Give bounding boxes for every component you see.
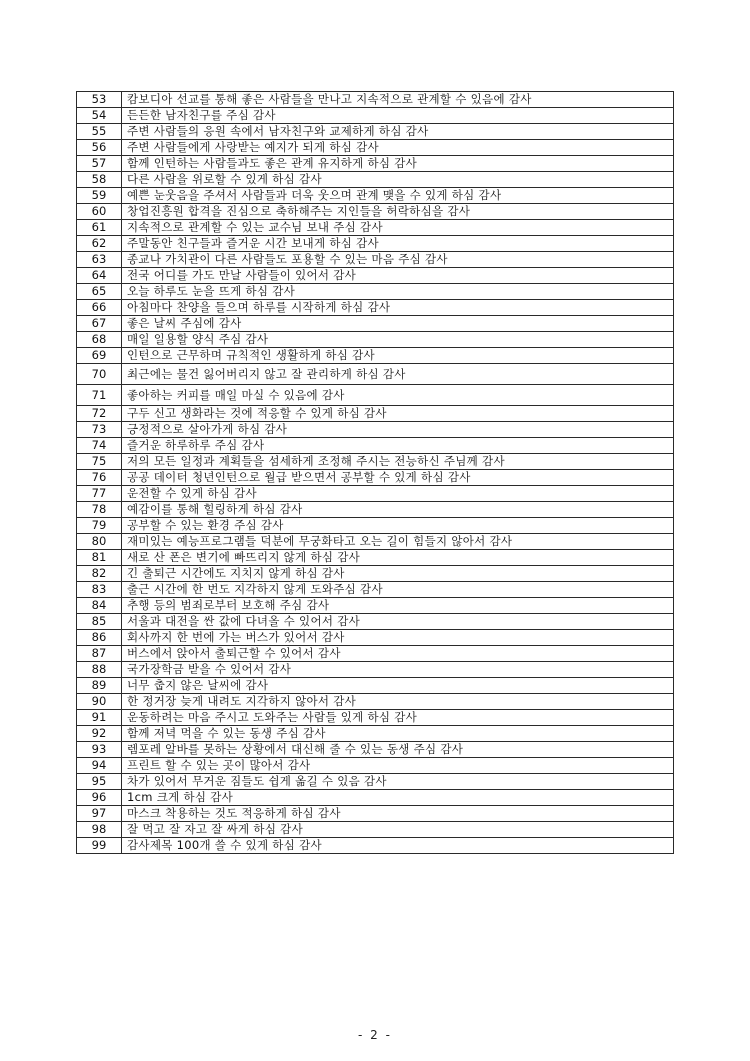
gratitude-list-body	[77, 92, 674, 854]
gratitude-text: 캄보디아 선교를 통해 좋은 사람들을 만나고 지속적으로 관계할 수 있음에 감사	[122, 92, 674, 108]
row-number: 79	[77, 518, 122, 534]
gratitude-text: 구두 신고 생화라는 것에 적응할 수 있게 하심 감사	[122, 406, 674, 422]
gratitude-text: 출근 시간에 한 번도 지각하지 않게 도와주심 감사	[122, 582, 674, 598]
table-row	[77, 470, 674, 486]
gratitude-text: 프린트 할 수 있는 곳이 많아서 감사	[122, 758, 674, 774]
gratitude-text: 오늘 하루도 눈을 뜨게 하심 감사	[122, 284, 674, 300]
table-row	[77, 316, 674, 332]
row-number: 76	[77, 470, 122, 486]
table-row	[77, 726, 674, 742]
table-row	[77, 454, 674, 470]
table-row	[77, 566, 674, 582]
gratitude-text: 마스크 착용하는 것도 적응하게 하심 감사	[122, 806, 674, 822]
row-number: 82	[77, 566, 122, 582]
gratitude-text: 추행 등의 범죄로부터 보호해 주심 감사	[122, 598, 674, 614]
table-row	[77, 364, 674, 385]
row-number: 85	[77, 614, 122, 630]
gratitude-text: 인턴으로 근무하며 규칙적인 생활하게 하심 감사	[122, 348, 674, 364]
table-row	[77, 422, 674, 438]
table-row	[77, 646, 674, 662]
table-row	[77, 502, 674, 518]
gratitude-text: 재미있는 예능프로그램들 덕분에 무궁화타고 오는 길이 힘들지 않아서 감사	[122, 534, 674, 550]
row-number: 70	[77, 364, 122, 385]
table-row	[77, 518, 674, 534]
table-row	[77, 758, 674, 774]
row-number: 67	[77, 316, 122, 332]
gratitude-text: 렘포레 알바를 못하는 상황에서 대신해 줄 수 있는 동생 주심 감사	[122, 742, 674, 758]
row-number: 97	[77, 806, 122, 822]
gratitude-text: 매일 일용할 양식 주심 감사	[122, 332, 674, 348]
row-number: 75	[77, 454, 122, 470]
gratitude-text: 운전할 수 있게 하심 감사	[122, 486, 674, 502]
gratitude-text: 주변 사람들의 응원 속에서 남자친구와 교제하게 하심 감사	[122, 124, 674, 140]
table-row	[77, 284, 674, 300]
row-number: 77	[77, 486, 122, 502]
row-number: 56	[77, 140, 122, 156]
row-number: 74	[77, 438, 122, 454]
gratitude-text: 아침마다 찬양을 들으며 하루를 시작하게 하심 감사	[122, 300, 674, 316]
gratitude-text: 서울과 대전을 싼 값에 다녀올 수 있어서 감사	[122, 614, 674, 630]
row-number: 65	[77, 284, 122, 300]
gratitude-text: 종교나 가치관이 다른 사람들도 포용할 수 있는 마음 주심 감사	[122, 252, 674, 268]
row-number: 90	[77, 694, 122, 710]
table-row	[77, 92, 674, 108]
table-row	[77, 822, 674, 838]
table-row	[77, 550, 674, 566]
table-row	[77, 694, 674, 710]
gratitude-text: 좋은 날씨 주심에 감사	[122, 316, 674, 332]
row-number: 59	[77, 188, 122, 204]
table-row	[77, 172, 674, 188]
table-row	[77, 385, 674, 406]
row-number: 96	[77, 790, 122, 806]
row-number: 80	[77, 534, 122, 550]
gratitude-text: 예쁜 눈웃음을 주셔서 사람들과 더욱 웃으며 관계 맺을 수 있게 하심 감사	[122, 188, 674, 204]
gratitude-text: 새로 산 폰은 변기에 빠뜨리지 않게 하심 감사	[122, 550, 674, 566]
gratitude-text: 1cm 크게 하심 감사	[122, 790, 674, 806]
gratitude-text: 감사제목 100개 쓸 수 있게 하심 감사	[122, 838, 674, 854]
table-row	[77, 236, 674, 252]
gratitude-text: 함께 저녁 먹을 수 있는 동생 주심 감사	[122, 726, 674, 742]
gratitude-text: 긴 출퇴근 시간에도 지치지 않게 하심 감사	[122, 566, 674, 582]
table-row	[77, 486, 674, 502]
gratitude-text: 주변 사람들에게 사랑받는 예지가 되게 하심 감사	[122, 140, 674, 156]
row-number: 83	[77, 582, 122, 598]
gratitude-text: 공부할 수 있는 환경 주심 감사	[122, 518, 674, 534]
row-number: 62	[77, 236, 122, 252]
row-number: 78	[77, 502, 122, 518]
table-row	[77, 406, 674, 422]
gratitude-text: 함께 인턴하는 사람들과도 좋은 관계 유지하게 하심 감사	[122, 156, 674, 172]
gratitude-text: 최근에는 물건 잃어버리지 않고 잘 관리하게 하심 감사	[122, 364, 674, 385]
row-number: 81	[77, 550, 122, 566]
row-number: 72	[77, 406, 122, 422]
row-number: 99	[77, 838, 122, 854]
row-number: 57	[77, 156, 122, 172]
row-number: 54	[77, 108, 122, 124]
gratitude-text: 너무 춥지 않은 날씨에 감사	[122, 678, 674, 694]
gratitude-text: 저의 모든 일정과 계획들을 섬세하게 조정해 주시는 전능하신 주님께 감사	[122, 454, 674, 470]
row-number: 58	[77, 172, 122, 188]
row-number: 89	[77, 678, 122, 694]
page-number: - 2 -	[358, 1028, 392, 1042]
table-row	[77, 582, 674, 598]
gratitude-list-table	[76, 91, 674, 854]
gratitude-text: 버스에서 앉아서 출퇴근할 수 있어서 감사	[122, 646, 674, 662]
table-row	[77, 220, 674, 236]
row-number: 93	[77, 742, 122, 758]
gratitude-text: 든든한 남자친구를 주심 감사	[122, 108, 674, 124]
table-row	[77, 332, 674, 348]
row-number: 63	[77, 252, 122, 268]
gratitude-text: 지속적으로 관계할 수 있는 교수님 보내 주심 감사	[122, 220, 674, 236]
table-row	[77, 838, 674, 854]
gratitude-text: 운동하려는 마음 주시고 도와주는 사람들 있게 하심 감사	[122, 710, 674, 726]
row-number: 88	[77, 662, 122, 678]
table-row	[77, 252, 674, 268]
gratitude-text: 창업진흥원 합격을 진심으로 축하해주는 지인들을 허락하심을 감사	[122, 204, 674, 220]
gratitude-text: 예감이를 통해 힐링하게 하심 감사	[122, 502, 674, 518]
row-number: 61	[77, 220, 122, 236]
table-row	[77, 108, 674, 124]
table-row	[77, 598, 674, 614]
table-row	[77, 268, 674, 284]
table-row	[77, 678, 674, 694]
row-number: 69	[77, 348, 122, 364]
gratitude-text: 잘 먹고 잘 자고 잘 싸게 하심 감사	[122, 822, 674, 838]
table-row	[77, 140, 674, 156]
row-number: 91	[77, 710, 122, 726]
gratitude-text: 공공 데이터 청년인턴으로 월급 받으면서 공부할 수 있게 하심 감사	[122, 470, 674, 486]
row-number: 92	[77, 726, 122, 742]
table-row	[77, 204, 674, 220]
table-row	[77, 790, 674, 806]
row-number: 86	[77, 630, 122, 646]
table-row	[77, 662, 674, 678]
row-number: 98	[77, 822, 122, 838]
table-row	[77, 156, 674, 172]
row-number: 84	[77, 598, 122, 614]
gratitude-text: 즐거운 하루하루 주심 감사	[122, 438, 674, 454]
gratitude-text: 좋아하는 커피를 매일 마실 수 있음에 감사	[122, 385, 674, 406]
table-row	[77, 438, 674, 454]
gratitude-text: 전국 어디를 가도 만날 사람들이 있어서 감사	[122, 268, 674, 284]
row-number: 66	[77, 300, 122, 316]
row-number: 95	[77, 774, 122, 790]
gratitude-text: 한 정거장 늦게 내려도 지각하지 않아서 감사	[122, 694, 674, 710]
gratitude-text: 차가 있어서 무거운 짐들도 쉽게 옮길 수 있음 감사	[122, 774, 674, 790]
table-row	[77, 348, 674, 364]
table-row	[77, 188, 674, 204]
gratitude-text: 주말동안 친구들과 즐거운 시간 보내게 하심 감사	[122, 236, 674, 252]
gratitude-text: 다른 사람을 위로할 수 있게 하심 감사	[122, 172, 674, 188]
table-row	[77, 614, 674, 630]
row-number: 94	[77, 758, 122, 774]
table-row	[77, 774, 674, 790]
gratitude-text: 회사까지 한 번에 가는 버스가 있어서 감사	[122, 630, 674, 646]
row-number: 60	[77, 204, 122, 220]
table-row	[77, 124, 674, 140]
gratitude-text: 긍정적으로 살아가게 하심 감사	[122, 422, 674, 438]
table-row	[77, 742, 674, 758]
row-number: 68	[77, 332, 122, 348]
gratitude-text: 국가장학금 받을 수 있어서 감사	[122, 662, 674, 678]
table-row	[77, 300, 674, 316]
row-number: 87	[77, 646, 122, 662]
row-number: 53	[77, 92, 122, 108]
table-row	[77, 534, 674, 550]
row-number: 64	[77, 268, 122, 284]
table-row	[77, 630, 674, 646]
table-row	[77, 806, 674, 822]
row-number: 73	[77, 422, 122, 438]
row-number: 71	[77, 385, 122, 406]
table-row	[77, 710, 674, 726]
row-number: 55	[77, 124, 122, 140]
